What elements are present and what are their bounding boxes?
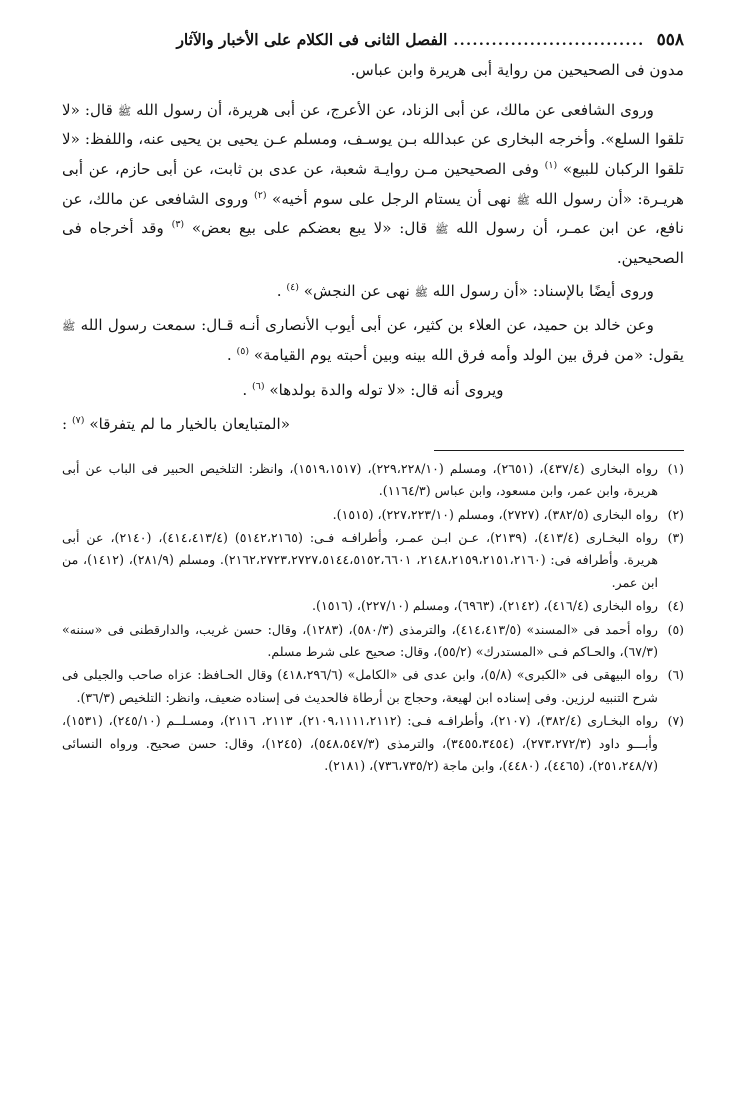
sallallahu-glyph: ﷺ: [516, 193, 530, 207]
sallallahu-glyph: ﷺ: [62, 320, 76, 334]
paragraph-4: [62, 376, 684, 406]
text-run: وفى الصحيحين مـن روايـة شعبة، عن عدى بن ثابت، عن أبى حازم، عن أبى هريـرة: «أن رسول الله: [62, 159, 685, 208]
footnote-marker: (٢): [667, 506, 684, 522]
text-run: نهى أن يستام الرجل على سوم أخيه»: [272, 189, 512, 208]
footnote-item: [62, 527, 684, 594]
text-run: وروى الشافعى عن مالك، عن أبى الزناد، عن الأعرج، عن أبى هريرة، أن رسول الله: [136, 100, 654, 119]
footnote-marker: (٣): [667, 529, 684, 545]
paragraph-continuation: [62, 56, 684, 86]
text-run: وعن خالد بن حميد، عن العلاء بن كثير، عن أبى أيوب الأنصارى أنـه قـال: سمعت رسول الله: [80, 316, 655, 335]
text-run: ويروى أنه قال: «لا توله والدة بولدها»: [269, 381, 504, 400]
footnote-marker: (١): [667, 460, 684, 476]
text-run: قال: «لا يبع بعضكم على بيع بعض»: [191, 219, 428, 238]
sallallahu-glyph: ﷺ: [117, 104, 132, 118]
text-run: .: [226, 345, 232, 364]
footnote-ref-3: (٣): [171, 219, 185, 231]
text-run: يقول: «من فرق بين الولد وأمه فرق الله بينه وبين أحبته يوم القيامة»: [253, 345, 684, 364]
text-run: وقد أخرجاه فى الصحيحين.: [62, 219, 684, 267]
footnote-ref-6: (٦): [252, 381, 265, 393]
footnote-text: رواه البيهقى فى «الكبرى» (٥/٨)، وابن عدى فى «الكامل» (٤١٨،٢٩٦/٦) وقال الحـافظ: عزاه صاحب والجيلى فى شرح التنبيه لرزين. وفى إسناده ابن لهيعة، وحجاج بن أرطاة فالحديث فى إسناده ضعيف، وانظر: التلخيص (٣٦/٣).: [62, 667, 658, 705]
text-run: «المتبايعان بالخيار ما لم يتفرقا»: [89, 415, 291, 434]
footnote-item: [62, 619, 684, 664]
footnote-marker: (٤): [667, 598, 684, 614]
footnote-marker: (٦): [667, 667, 684, 683]
text-run: :: [62, 415, 68, 434]
text-run: قال: «لا تلقوا السلع». وأخرجه البخارى عن عبدالله بـن يوسـف، ومسلم عـن يحيى بن يحيى عنه، واللفظ: «لا تلقوا الركبان للبيع»: [62, 100, 685, 178]
paragraph-2: [62, 277, 684, 307]
footnote-ref-7: (٧): [71, 414, 85, 426]
footnote-ref-5: (٥): [236, 345, 250, 357]
text-run: وروى الشافعى عن مالك، عن نافع، عن ابن عمـر، أن رسول الله: [62, 189, 684, 238]
paragraph-1: [62, 96, 684, 274]
footnote-item: [62, 504, 684, 526]
footnote-ref-1: (١): [544, 159, 558, 171]
footnote-text: رواه البخارى (٤١٦/٤)، (٢١٤٢)، (٦٩٦٣)، ومسلم (٢٢٧/١٠)، (١٥١٦).: [312, 598, 658, 614]
footnote-marker: (٥): [667, 621, 684, 637]
text-run: .: [242, 381, 248, 400]
footnote-item: [62, 664, 684, 709]
page-header: [62, 30, 684, 50]
footnotes-section: [62, 458, 684, 778]
footnote-text: رواه أحمد فى «المسند» (٤١٤،٤١٣/٥)، والترمذى (٥٨٠/٣)، (١٢٨٣)، وقال: حسن غريب، والدارقطنى فى «سننه» (٦٧/٣)، والحـاكم فـى «المستدرك» (٥٥/٢)، وقال: صحيح على شرط مسلم.: [62, 621, 659, 659]
footnote-item: [62, 458, 684, 503]
paragraph-5: [62, 410, 684, 440]
footnote-separator: [434, 450, 684, 451]
footnote-text: رواه البخارى (٣٨٢/٥)، (٢٧٢٧)، ومسلم (٢٢٧،٢٢٣/١٠)، (١٥١٥).: [332, 506, 658, 522]
paragraph-3: [62, 311, 684, 370]
text-run: مدون فى الصحيحين من رواية أبى هريرة وابن عباس.: [350, 61, 684, 79]
text-run: .: [276, 282, 282, 301]
text-run: نهى عن النجش»: [303, 282, 410, 301]
footnote-marker: (٧): [667, 713, 684, 729]
footnote-text: رواه البخـارى (٣٨٢/٤)، (٢١٠٧)، وأطرافـه فـى: (٢١٠٩،١١١١،٢١١٢)، ٢١١٣، ٢١١٦)، ومسـلــم (٢٤٥/١٠)، (١٥٣١)، وأبـــو داود (٢٧٣،٢٧٢/٣)، (٣٤٥٥،٣٤٥٤)، والترمذى (٥٤٨،٥٤٧/٣)، (١٢٤٥)، وقال: حسن صحيح. ورواه النسائى (٢٥١،٢٤٨/٧)، (٤٤٦٥)، (٤٤٨٠)، وابن ماجة (٧٣٦،٧٣٥/٢)، (٢١٨١).: [62, 713, 658, 773]
sallallahu-glyph: ﷺ: [435, 223, 449, 237]
page-number: ٥٥٨: [656, 30, 684, 50]
footnote-text: رواه البخارى (٤٣٧/٤)، (٢٦٥١)، ومسلم (٢٢٩،٢٢٨/١٠)، (١٥١٩،١٥١٧)، وانظر: التلخيص الحبير فى الباب عن أبى هريرة، وابن عمر، وابن مسعود، وابن عباس (١١٦٤/٣).: [62, 460, 658, 499]
footnote-text: رواه البخـارى (٤١٣/٤)، (٢١٣٩)، عـن ابـن عمـر، وأطرافـه فـى: (٥١٤٢،٢١٦٥) (٤١٤،٤١٣/٤)، (٢١٤٠)، عن أبى هريرة. وأطرافه فى: (٢١٤٨،٢١٥٩،٢١٥١،٢١٦٠، ٢١٦٢،٢٧٢٣،٢٧٢٧،٥١٤٤،٥١٥٢،٦٦٠١). ومسلم (٢٨١/٩)، (١٤١٢)، من ابن عمر.: [62, 529, 658, 590]
text-run: وروى أيضًا بالإسناد: «أن رسول الله: [432, 282, 654, 301]
footnote-item: [62, 710, 684, 777]
sallallahu-glyph: ﷺ: [414, 286, 428, 300]
header-dots: ..............................: [453, 33, 645, 49]
page-title: الفصل الثانى فى الكلام على الأخبار والآثار: [176, 30, 448, 49]
footnote-ref-2: (٢): [253, 189, 267, 201]
body-text: [62, 56, 684, 440]
footnote-item: [62, 595, 684, 617]
footnote-ref-4: (٤): [286, 282, 299, 294]
